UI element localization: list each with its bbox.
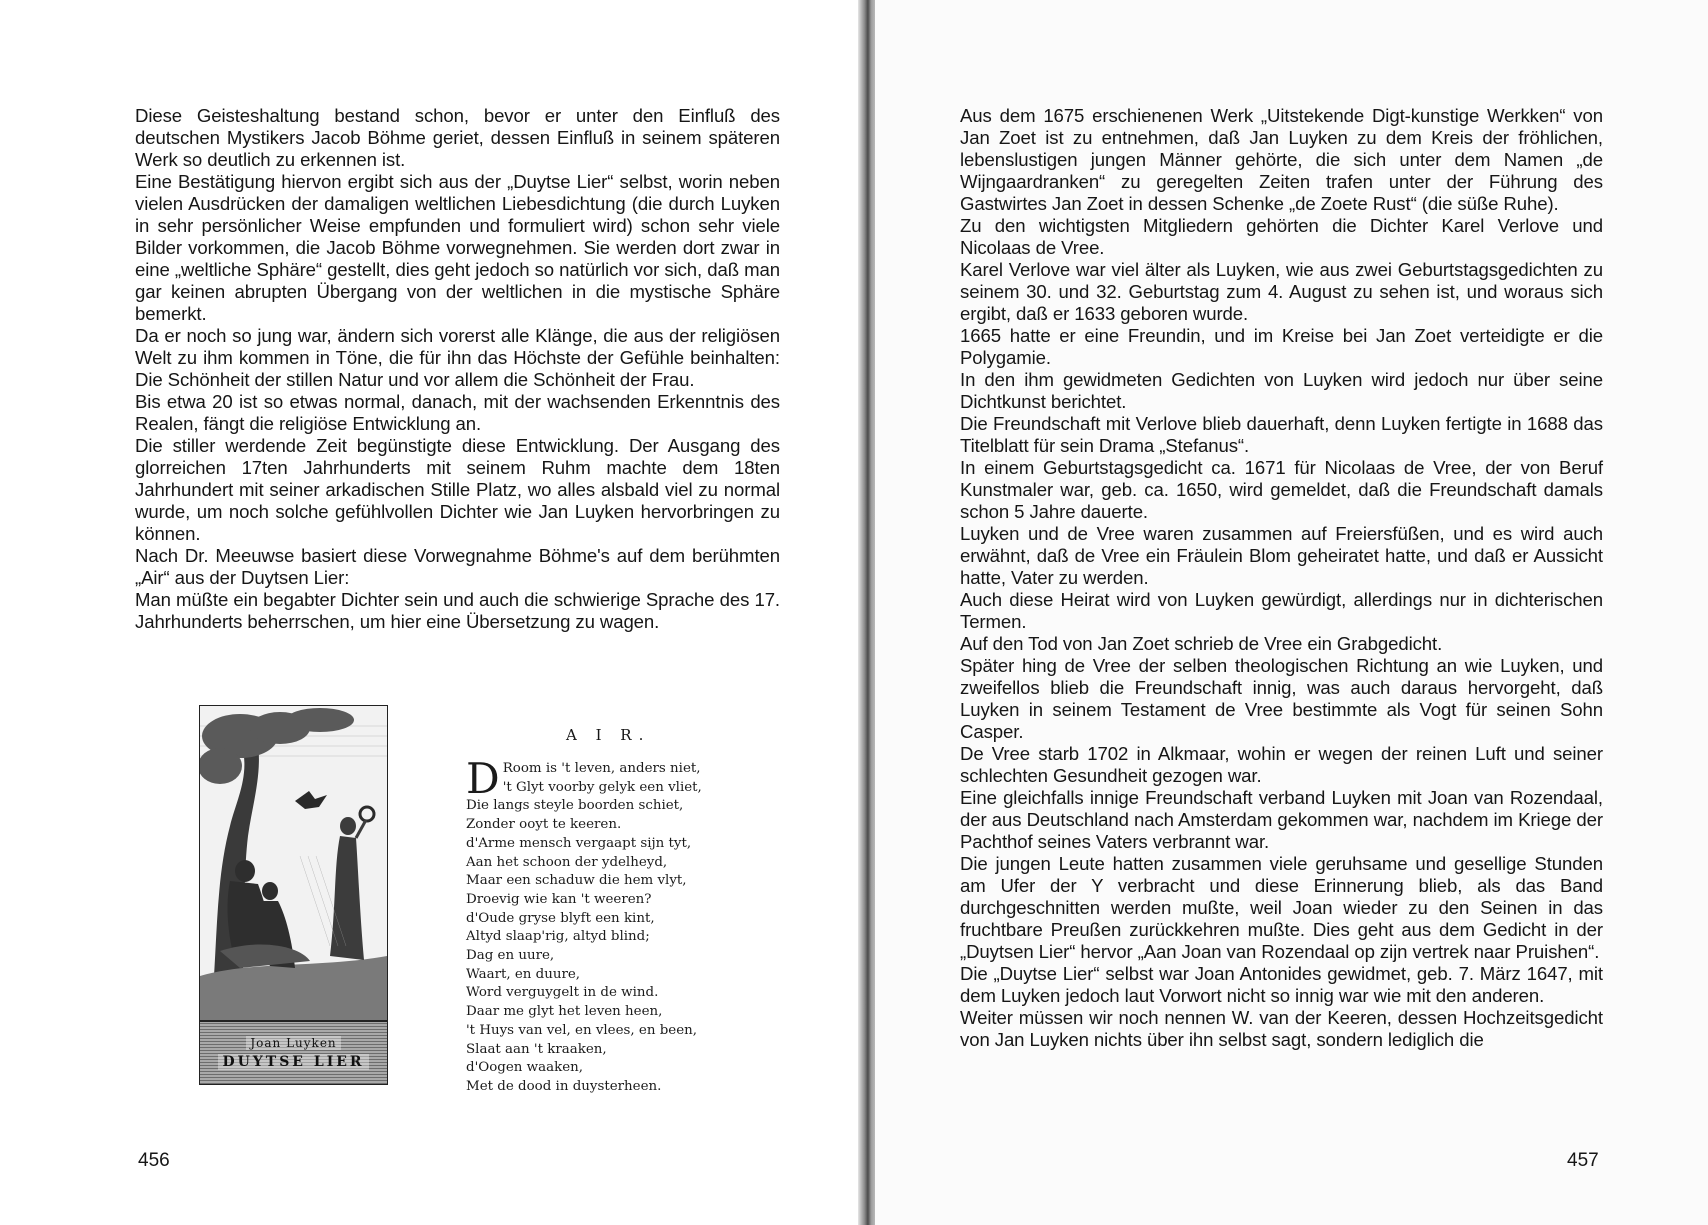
page-number: 456 — [138, 1150, 170, 1171]
poem-line: Met de dood in duysterheen. — [466, 1078, 662, 1094]
poem-line: Waart, en duure, — [466, 966, 581, 982]
poem-line: Slaat aan 't kraaken, — [466, 1041, 607, 1057]
paragraph: In einem Geburtstagsgedicht ca. 1671 für Nicolaas de Vree, der von Beruf Kunstmaler war, geb. ca. 1650, wird gemeldet, daß die Freundschaft damals schon 5 Jahre dauerte. — [960, 457, 1603, 522]
engraving-scene — [200, 706, 387, 1022]
poem-body — [466, 754, 786, 1097]
poem-line: Aan het schoon der ydelheyd, — [466, 854, 668, 870]
paragraph: Karel Verlove war viel älter als Luyken, wie aus zwei Geburtstagsgedichten zu seinem 30. und 32. Geburtstag zum 4. August zu sehen ist, und woraus sich ergibt, daß er 1633 geboren wurde. — [960, 259, 1603, 324]
poem-line: Die langs steyle boorden schiet, — [466, 798, 684, 814]
paragraph: Zu den wichtigsten Mitgliedern gehörten die Dichter Karel Verlove und Nicolaas de Vree. — [960, 215, 1603, 258]
paragraph: Die „Duytse Lier“ selbst war Joan Antonides gewidmet, geb. 7. März 1647, mit dem Luyken jedoch laut Vorwort nicht so innig war wie mit den anderen. — [960, 963, 1603, 1006]
paragraph: Aus dem 1675 erschienenen Werk „Uitstekende Digt-kunstige Werkken“ von Jan Zoet ist zu entnehmen, daß Jan Luyken zu dem Kreis der fröhlichen, lebenslustigen jungen Männer gehörte, die sich unter dem Namen „de Wijngaardranken“ zu geregelten Zeiten trafen unter der Führung des Gastwirtes Jan Zoet in dessen Schenke „de Zoete Rust“ (die süße Ruhe). — [960, 105, 1603, 214]
paragraph: Nach Dr. Meeuwse basiert diese Vorwegnahme Böhme's auf dem berühmten „Air“ aus der Duytsen Lier: — [135, 545, 780, 588]
engraving-illustration — [199, 705, 388, 1085]
poem-line: Zonder ooyt te keeren. — [466, 817, 622, 833]
paragraph: Diese Geisteshaltung bestand schon, bevor er unter den Einfluß des deutschen Mystikers Jacob Böhme geriet, dessen Einfluß in seinem späteren Werk so deutlich zu erkennen ist. — [135, 105, 780, 170]
poem-line: Daar me glyt het leven heen, — [466, 1004, 663, 1020]
poem-line: d'Oogen waaken, — [466, 1060, 584, 1076]
poem-line: 't Glyt voorby gelyk een vliet, — [502, 779, 702, 795]
poem-line: Dag en uure, — [466, 948, 555, 964]
poem-line: d'Oude gryse blyft een kint, — [466, 910, 655, 926]
poem-line: d'Arme mensch vergaapt sijn tyt, — [466, 835, 692, 851]
paragraph: De Vree starb 1702 in Alkmaar, wohin er wegen der reinen Luft und seiner schlechten Gesundheit gezogen war. — [960, 743, 1603, 786]
left-page-body — [135, 105, 780, 633]
poem-title: A I R. — [566, 726, 651, 744]
poem-line: Word verguygelt in de wind. — [466, 985, 659, 1001]
poem-line: 't Huys van vel, en vlees, en been, — [466, 1022, 698, 1038]
right-page-body — [960, 105, 1603, 1051]
engraving-title-banner — [200, 1020, 387, 1084]
paragraph: Die stiller werdende Zeit begünstigte diese Entwicklung. Der Ausgang des glorreichen 17ten Jahrhunderts mit seinem Ruhm machte dem 18ten Jahrhundert mit seiner arkadischen Stille Platz, wo alles alsbald viel zu normal wurde, um noch solche gefühlvollen Dichter wie Jan Luyken hervorbringen zu können. — [135, 435, 780, 544]
poem-line: Droevig wie kan 't weeren? — [466, 891, 652, 907]
paragraph: In den ihm gewidmeten Gedichten von Luyken wird jedoch nur über seine Dichtkunst berichtet. — [960, 369, 1603, 412]
paragraph: Auch diese Heirat wird von Luyken gewürdigt, allerdings nur in dichterischen Termen. — [960, 589, 1603, 632]
poem-line: Maar een schaduw die hem vlyt, — [466, 873, 687, 889]
paragraph: Luyken und de Vree waren zusammen auf Freiersfüßen, und es wird auch erwähnt, daß de Vree ein Fräulein Blom geheiratet hatte, und daß er Aussicht hatte, Vater zu werden. — [960, 523, 1603, 588]
banner-author: Joan Luyken — [246, 1036, 340, 1050]
paragraph: Eine Bestätigung hiervon ergibt sich aus der „Duytse Lier“ selbst, worin neben vielen Ausdrücken der damaligen weltlichen Liebesdichtung (die durch Luyken in sehr persönlicher Weise empfunden und formuliert wird) schon sehr viele Bilder vorkommen, die Jacob Böhme vorwegnehmen. Sie werden dort zwar in eine „weltliche Sphäre“ gestellt, dies geht jedoch so natürlich vor sich, daß man gar keinen abrupten Übergang von der weltlichen in die mystische Sphäre bemerkt. — [135, 171, 780, 324]
paragraph: Bis etwa 20 ist so etwas normal, danach, mit der wachsenden Erkenntnis des Realen, fängt die religiöse Entwicklung an. — [135, 391, 780, 434]
paragraph: 1665 hatte er eine Freundin, und im Kreise bei Jan Zoet verteidigte er die Polygamie. — [960, 325, 1603, 368]
paragraph: Die jungen Leute hatten zusammen viele geruhsame und gesellige Stunden am Ufer der Y verbracht und diese Erinnerung blieb, als das Band durchgeschnitten werden mußte, weil Joan wieder zu den Seinen in das fruchtbare Preußen zurückkehren mußte. Dies geht aus dem Gedicht in der „Duytsen Lier“ hervor „Aan Joan van Rozendaal op zijn vertrek naar Pruishen“. — [960, 853, 1603, 962]
poem-line: Altyd slaap'rig, altyd blind; — [466, 929, 650, 945]
page-number: 457 — [1567, 1150, 1599, 1171]
paragraph: Die Freundschaft mit Verlove blieb dauerhaft, denn Luyken fertigte in 1688 das Titelblatt für sein Drama „Stefanus“. — [960, 413, 1603, 456]
paragraph: Eine gleichfalls innige Freundschaft verband Luyken mit Joan van Rozendaal, der aus Deutschland nach Amsterdam gekommen war, nachdem im Kriege der Pachthof seines Vaters verbrannt war. — [960, 787, 1603, 852]
banner-title: DUYTSE LIER — [218, 1054, 368, 1070]
paragraph: Auf den Tod von Jan Zoet schrieb de Vree ein Grabgedicht. — [960, 633, 1443, 654]
paragraph: Da er noch so jung war, ändern sich vorerst alle Klänge, die aus der religiösen Welt zu ihm kommen in Töne, die für ihn das Höchste der Gefühle beinhalten: Die Schönheit der stillen Natur und vor allem die Schönheit der Frau. — [135, 325, 780, 390]
poem-dropcap: D — [466, 754, 500, 803]
poem-line: Room is 't leven, anders niet, — [502, 761, 701, 776]
paragraph: Weiter müssen wir noch nennen W. van der Keeren, dessen Hochzeitsgedicht von Jan Luyken nichts über ihn selbst sagt, sondern lediglich die — [960, 1007, 1603, 1050]
paragraph: Man müßte ein begabter Dichter sein und auch die schwierige Sprache des 17. Jahrhunderts beherrschen, um hier eine Übersetzung zu wagen. — [135, 589, 780, 632]
paragraph: Später hing de Vree der selben theologischen Richtung an wie Luyken, und zweifellos blieb die Freundschaft innig, was auch daraus hervorgeht, daß Luyken in seinem Testament de Vree bestimmte als Vogt für seinen Sohn Casper. — [960, 655, 1603, 742]
